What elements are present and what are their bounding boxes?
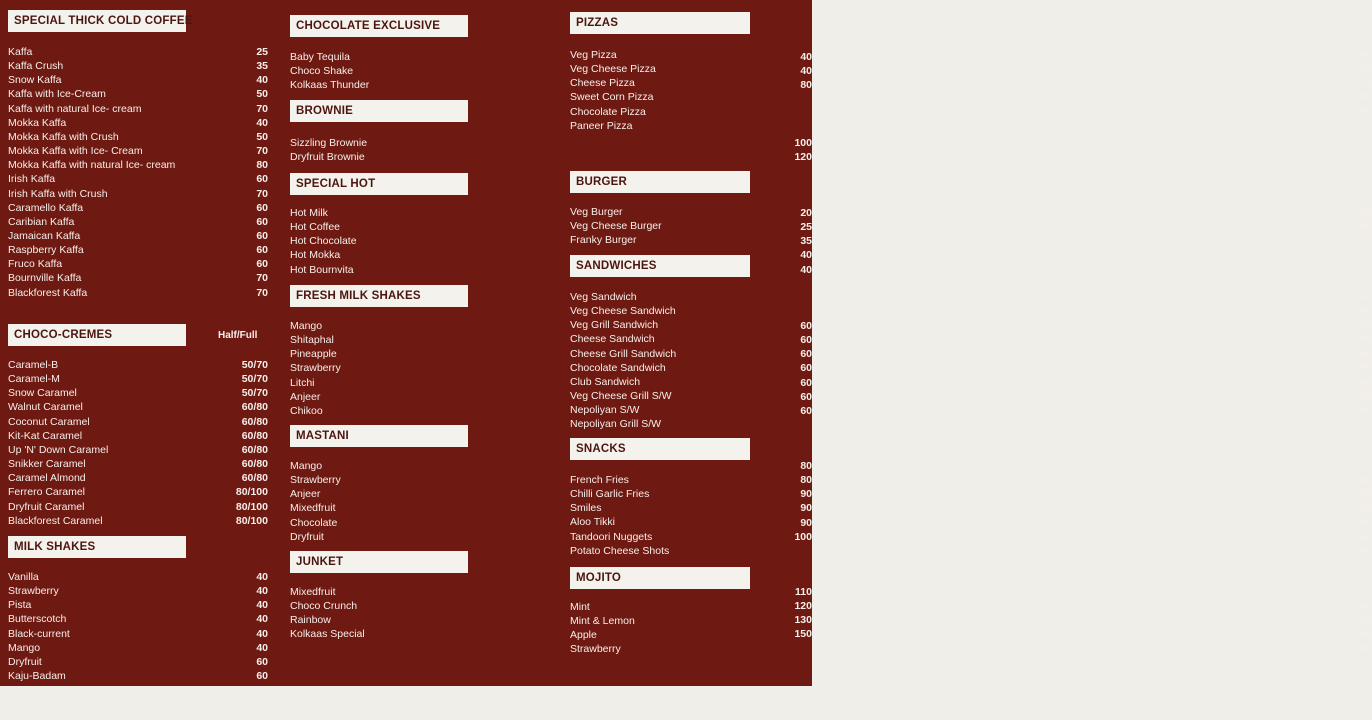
menu-item-price: 110 [795,586,812,598]
menu-item-name: Apple [570,629,597,642]
menu-item [8,116,268,130]
menu-item-price: 90 [800,502,812,515]
menu-item [8,655,268,669]
menu-item [570,347,1372,361]
menu-item-name: Vanilla [8,571,39,583]
menu-item-name: Smiles [570,502,602,515]
menu-item-name: Black-current [8,627,70,640]
menu-item-price: 20 [800,207,812,219]
menu-item [8,457,268,471]
menu-item-price: 50 [1360,502,1372,515]
menu-item-price: 90 [1360,105,1372,118]
menu-item-price: 40 [256,613,268,626]
menu-item-price: 80 [1360,91,1372,104]
menu-item-price: 60 [1360,516,1372,529]
section-heading-chocolate-exclusive: CHOCOLATE EXCLUSIVE [290,15,468,37]
menu-item-price: 50/70 [241,359,268,371]
menu-item [570,417,1372,431]
menu-item [570,515,1372,529]
menu-item-name: Dryfruit Brownie [290,151,365,164]
menu-item-price: 25 [800,221,812,234]
menu-item [570,389,1372,403]
menu-item-price: 100 [794,137,812,149]
section-heading-mojito: MOJITO [570,567,750,589]
menu-item [8,257,268,271]
menu-item-name: Chikoo [290,404,323,417]
menu-item-name: Walnut Caramel [8,401,83,414]
menu-item [570,473,1372,487]
menu-item [570,600,1372,614]
menu-item-name: Chilli Garlic Fries [570,488,650,501]
menu-item [8,584,268,598]
menu-item-price: 60/80 [241,443,268,456]
menu-item-price: 80/100 [235,500,268,513]
menu-item-name: Irish Kaffa [8,173,56,186]
menu-item-name: Strawberry [290,474,341,487]
menu-item-price: 80 [800,79,812,92]
menu-item-name: Up 'N' Down Caramel [8,443,109,456]
menu-item [8,59,268,73]
menu-item-price: 70 [256,187,268,200]
menu-item-price: 40 [800,249,812,262]
menu-column [570,0,1372,686]
menu-item-price: 70 [1360,418,1372,431]
menu-item-price: 40 [256,627,268,640]
menu-item-name: Cheese Pizza [570,77,635,90]
menu-item [570,487,1372,501]
menu-item-price: 60 [256,670,268,683]
menu-item-price: 35 [256,60,268,73]
menu-item-name: Caramello Kaffa [8,201,84,214]
section-heading-brownie: BROWNIE [290,100,468,122]
menu-item [570,501,1372,515]
menu-item-name: Mokka Kaffa [8,116,67,129]
menu-item-price: 70 [256,286,268,299]
menu-item-name: Kaffa with Ice-Cream [8,88,106,101]
section-heading-choco-cremes: CHOCO-CREMES [8,324,186,346]
menu-item-name: Nepoliyan Grill S/W [570,418,662,431]
menu-item-name: Kaffa Crush [8,60,64,73]
menu-item [8,429,268,443]
section-heading-special-hot: SPECIAL HOT [290,173,468,195]
menu-item [8,45,268,59]
menu-item [8,102,268,116]
section-heading-mastani: MASTANI [290,425,468,447]
menu-item-price: 50/70 [241,373,268,386]
menu-item [8,514,268,528]
section-heading-burger: BURGER [570,171,750,193]
menu-item-price: 60 [1360,390,1372,403]
menu-item-name: Kolkaas Thunder [290,79,370,92]
menu-item-price: 80 [1360,643,1372,656]
menu-item [8,229,268,243]
menu-item-price: 50 [1360,347,1372,360]
menu-item [570,304,1372,318]
menu-item-name: Baby Tequila [290,51,350,63]
menu-item-price: 60/80 [241,429,268,442]
menu-item-name: Sweet Corn Pizza [570,91,654,104]
menu-item-price: 50 [1360,206,1372,218]
menu-item-name: Cheese Grill Sandwich [570,347,677,360]
menu-item-price: 70 [1360,615,1372,628]
menu-item-price: 60 [256,173,268,186]
menu-item [8,443,268,457]
menu-item-price: 40 [256,74,268,87]
menu-item [8,358,268,372]
menu-item-price: 70 [1360,77,1372,90]
menu-item-name: Chocolate Pizza [570,105,646,118]
menu-item-price: 60 [1360,404,1372,417]
menu-item-name: Cheese Sandwich [570,333,655,346]
menu-item-name: Strawberry [290,362,341,375]
menu-item [8,386,268,400]
menu-item-name: Club Sandwich [570,375,641,388]
menu-item-name: Coconut Caramel [8,415,90,428]
menu-item-name: Mint & Lemon [570,615,635,628]
menu-item-price: 80 [800,474,812,487]
menu-item-name: Pineapple [290,348,337,361]
menu-item-price: 70 [256,145,268,158]
menu-item-name: Shitaphal [290,334,334,347]
menu-item-name: Nepoliyan S/W [570,404,640,417]
menu-column [8,0,268,686]
menu-item [8,415,268,429]
menu-item-price: 35 [800,235,812,248]
menu-item-name: Snow Caramel [8,387,77,400]
menu-item-price: 40 [256,116,268,129]
menu-item-price: 40 [256,585,268,598]
menu-item-price: 100 [794,530,812,543]
menu-item-price: 30 [1360,291,1372,303]
price-size-note: Half/Full [218,330,258,341]
menu-item-price: 60 [256,229,268,242]
menu-item-price: 70 [256,102,268,115]
menu-item-name: Caramel Almond [8,472,86,485]
menu-item-name: Tandoori Nuggets [570,530,653,543]
section-heading-sandwiches: SANDWICHES [570,255,750,277]
menu-item-name: Bournville Kaffa [8,272,82,285]
menu-item-name: Snikker Caramel [8,458,86,471]
menu-item-price: 60/80 [241,415,268,428]
menu-item-name: Veg Cheese Sandwich [570,305,676,318]
menu-item-price: 60 [1360,220,1372,233]
menu-item-price: 150 [794,628,812,641]
menu-item-name: Raspberry Kaffa [8,244,84,257]
menu-item-price: 50 [256,88,268,101]
menu-item-name: Mixedfruit [290,586,336,598]
menu-item [570,205,1372,219]
menu-item-name: Snow Kaffa [8,74,62,87]
menu-item-price: 40 [800,65,812,78]
menu-item-name: Ferrero Caramel [8,486,86,499]
section-heading-snacks: SNACKS [570,438,750,460]
bottom-strip [0,686,812,720]
menu-item [8,201,268,215]
menu-item-name: Caramel-B [8,359,59,371]
menu-item-name: Dryfruit Caramel [8,500,85,513]
menu-item [8,130,268,144]
menu-item-price: 40 [1360,319,1372,332]
menu-item-price: 60 [256,215,268,228]
menu-item-name: Sizzling Brownie [290,137,368,149]
menu-item [570,233,1372,247]
menu-item-name: Anjeer [290,488,321,501]
menu-item-price: 90 [800,488,812,501]
menu-item-price: 40 [256,599,268,612]
menu-item-name: Hot Coffee [290,221,341,234]
menu-item [8,73,268,87]
menu-item [8,669,268,683]
menu-item [570,290,1372,304]
menu-item-name: Veg Grill Sandwich [570,319,659,332]
menu-item [570,361,1372,375]
menu-item-name: Veg Cheese Burger [570,220,662,233]
menu-item-name: Mango [290,460,323,472]
menu-item-name: Litchi [290,376,315,389]
menu-item-price: 80 [256,159,268,172]
menu-item-name: Hot Bournvita [290,263,354,276]
menu-item-name: Veg Sandwich [570,291,637,303]
menu-item [8,598,268,612]
menu-item-name: Franky Burger [570,234,637,247]
menu-item-name: Pista [8,599,32,612]
menu-item [8,215,268,229]
menu-item-price: 25 [256,46,268,58]
menu-item-name: Veg Cheese Pizza [570,63,656,76]
menu-item-name: Jamaican Kaffa [8,229,81,242]
menu-item-name: Mint [570,601,590,613]
menu-item-price: 50/70 [241,387,268,400]
menu-item-price: 70 [256,272,268,285]
menu-item [8,144,268,158]
menu-item-name: Mokka Kaffa with Ice- Cream [8,145,143,158]
menu-item-name: Irish Kaffa with Crush [8,187,108,200]
menu-item-name: Choco Shake [290,65,354,78]
menu-item-name: French Fries [570,474,629,486]
menu-item [570,105,1372,119]
menu-item-name: Dryfruit [8,655,42,668]
menu-item-price: 120 [794,151,812,164]
menu-item-name: Veg Pizza [570,49,617,61]
menu-item [8,570,268,584]
menu-item [8,500,268,514]
menu-item [8,612,268,626]
menu-item-price: 60 [800,362,812,375]
menu-item-price: 60 [800,376,812,389]
menu-item-price: 80 [800,460,812,472]
menu-item-price: 90 [800,516,812,529]
menu-item [8,172,268,186]
menu-item-name: Blackforest Kaffa [8,286,88,299]
menu-item [570,219,1372,233]
menu-item-name: Caribian Kaffa [8,215,75,228]
menu-item-price: 60 [800,404,812,417]
menu-item-name: Fruco Kaffa [8,258,63,271]
menu-item-price: 60 [256,201,268,214]
menu-item-price: 40 [1360,305,1372,318]
menu-item-name: Rainbow [290,614,331,627]
menu-item-price: 120 [794,600,812,613]
menu-item-price: 60 [256,244,268,257]
menu-item-price: 50 [1360,488,1372,501]
menu-item [8,400,268,414]
menu-item-price: 70 [1360,234,1372,247]
menu-item-price: 130 [794,614,812,627]
menu-item [8,243,268,257]
menu-item-name: Veg Cheese Grill S/W [570,390,672,403]
menu-item-price: 60 [1360,530,1372,543]
menu-item-name: Mango [290,320,323,332]
menu-item-name: Kit-Kat Caramel [8,429,83,442]
menu-item-name: Caramel-M [8,373,60,386]
menu-item-name: Kaffa [8,46,33,58]
menu-item [570,403,1372,417]
section-heading-fresh-milk-shakes: FRESH MILK SHAKES [290,285,468,307]
menu-item [570,530,1372,544]
menu-item [8,372,268,386]
menu-item-name: Mokka Kaffa with natural Ice- cream [8,159,176,172]
menu-item-name: Strawberry [570,643,621,656]
menu-item-name: Hot Chocolate [290,235,357,248]
menu-item [570,332,1372,346]
menu-item-price: 60/80 [241,458,268,471]
menu-item [570,76,1372,90]
menu-item [8,627,268,641]
menu-item-price: 60 [800,348,812,361]
menu-item-price: 60 [800,390,812,403]
menu-item [8,485,268,499]
menu-item [570,90,1372,104]
menu-item-price: 80 [1360,544,1372,557]
menu-item-name: Blackforest Caramel [8,514,103,527]
menu-item-name: Veg Burger [570,206,623,218]
menu-item-price: 40 [800,51,812,63]
menu-item [8,471,268,485]
menu-item-price: 60 [1360,49,1372,61]
menu-item-price: 60/80 [241,401,268,414]
menu-item [8,87,268,101]
menu-item [570,544,1372,558]
menu-item-price: 60 [1360,375,1372,388]
menu-item-name: Strawberry [8,585,59,598]
menu-item-price: 80/100 [235,486,268,499]
menu-item [8,158,268,172]
menu-item-price: 40 [256,641,268,654]
menu-item-price: 60 [1360,601,1372,613]
menu-item-name: Potato Cheese Shots [570,544,670,557]
menu-item [570,628,1372,642]
menu-item-name: Butterscotch [8,613,67,626]
menu-item-price: 40 [1360,474,1372,486]
menu-item-name: Hot Milk [290,207,328,219]
menu-item-price: 80/100 [235,514,268,527]
menu-item [8,641,268,655]
menu-item [570,642,1372,656]
menu-item-name: Kolkaas Special [290,628,365,641]
menu-item-price: 50 [256,130,268,143]
menu-item-name: Choco Crunch [290,600,358,613]
menu-item-name: Aloo Tikki [570,516,615,529]
menu-item-name: Anjeer [290,390,321,403]
section-heading-junket: JUNKET [290,551,468,573]
menu-item [570,318,1372,332]
menu-item-price: 60 [256,258,268,271]
menu-item-name: Kaju-Badam [8,670,66,683]
menu-item [570,375,1372,389]
menu-item-name: Hot Mokka [290,249,341,262]
menu-item [8,187,268,201]
menu-item-price: 70 [1360,63,1372,76]
menu-item [570,119,1372,133]
menu-item-name: Mango [8,641,41,654]
menu-item-price: 60 [256,655,268,668]
menu-item-price: 60 [800,334,812,347]
menu-item-price: 40 [800,263,812,276]
menu-item [8,271,268,285]
menu-item [570,62,1372,76]
menu-item-price: 60 [800,320,812,332]
menu-item-name: Chocolate [290,516,338,529]
menu-item [8,286,268,300]
section-heading-pizzas: PIZZAS [570,12,750,34]
menu-item-price: 50 [1360,361,1372,374]
menu-item-name: Paneer Pizza [570,119,633,132]
section-heading-milk-shakes: MILK SHAKES [8,536,186,558]
menu-item-name: Chocolate Sandwich [570,361,666,374]
menu-item-name: Mixedfruit [290,502,336,515]
menu-item-name: Dryfruit [290,530,324,543]
menu-item [570,48,1372,62]
menu-item [570,614,1372,628]
menu-item-name: Mokka Kaffa with Crush [8,130,119,143]
menu-item-price: 60/80 [241,472,268,485]
menu-item-name: Kaffa with natural Ice- cream [8,102,142,115]
menu-item-price: 40 [256,571,268,583]
menu-item-price: 80 [1360,629,1372,642]
menu-item-price: 40 [1360,333,1372,346]
section-heading-special-thick-cold-coffee: SPECIAL THICK COLD COFFEE [8,10,186,32]
